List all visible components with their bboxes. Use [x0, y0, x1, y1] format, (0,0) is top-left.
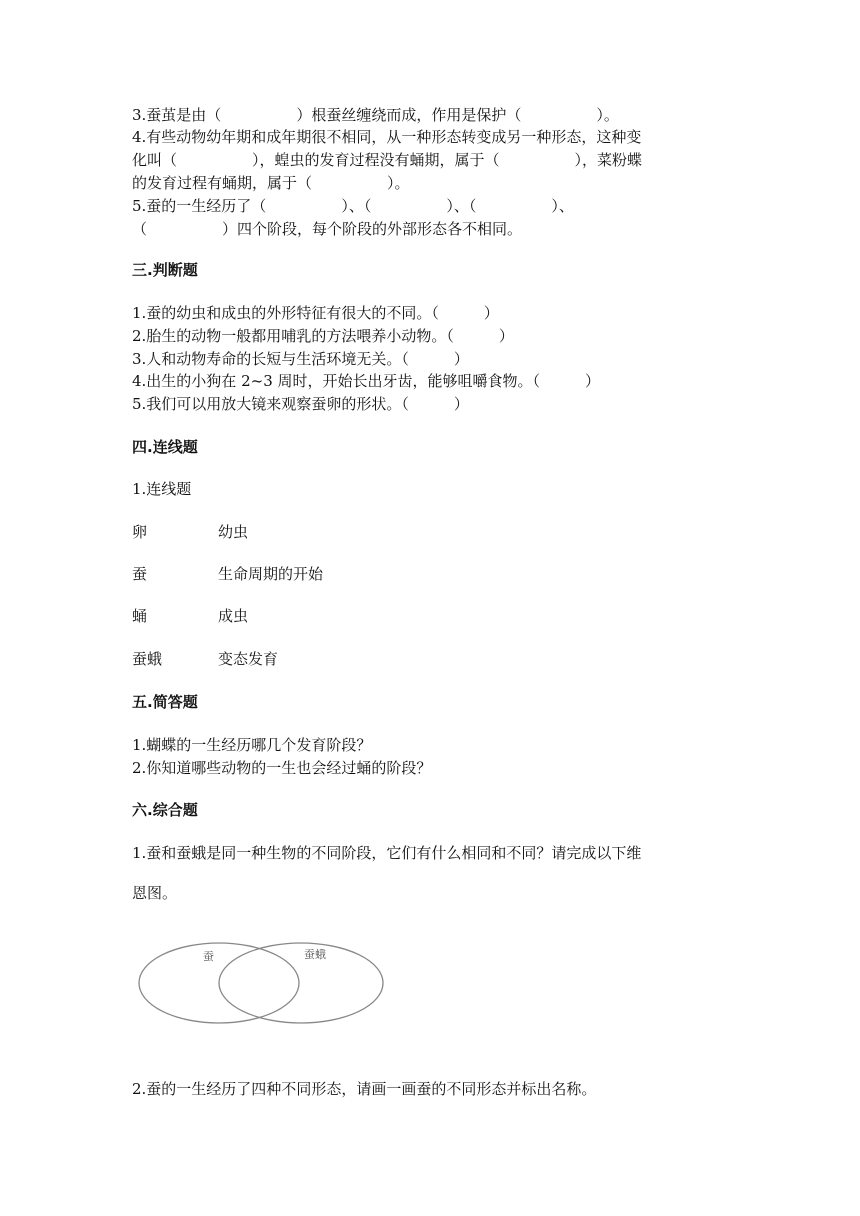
fill-blank-q4-line1: 4.有些动物幼年期和成年期很不相同，从一种形态转变成另一种形态，这种变: [132, 128, 642, 146]
judge-item: 4.出生的小狗在 2~3 周时，开始长出牙齿，能够咀嚼食物。（ ）: [132, 372, 601, 390]
comprehensive-q1-line2: 恩图。: [132, 884, 178, 902]
comprehensive-q2: 2.蚕的一生经历了四种不同形态，请画一画蚕的不同形态并标出名称。: [132, 1080, 597, 1098]
match-section-title: 四.连线题: [132, 438, 198, 456]
venn-right-label: 蚕蛾: [304, 948, 326, 961]
match-left-item[interactable]: 卵: [132, 523, 148, 541]
comprehensive-q1-line1: 1.蚕和蚕蛾是同一种生物的不同阶段，它们有什么相同和不同？请完成以下维: [132, 844, 642, 862]
match-left-item[interactable]: 蚕: [132, 565, 148, 583]
short-answer-section-title: 五.简答题: [132, 693, 198, 711]
fill-blank-q4-line2: 化叫（ ），蝗虫的发育过程没有蛹期，属于（ ），菜粉蝶: [132, 151, 643, 169]
judge-item: 1.蚕的幼虫和成虫的外形特征有很大的不同。（ ）: [132, 304, 499, 322]
judge-item: 3.人和动物寿命的长短与生活环境无关。（ ）: [132, 350, 469, 368]
venn-diagram: [136, 936, 396, 1032]
judge-section-title: 三.判断题: [132, 261, 198, 279]
match-right-item[interactable]: 变态发育: [218, 650, 279, 668]
judge-item: 5.我们可以用放大镜来观察蚕卵的形状。（ ）: [132, 395, 469, 413]
fill-blank-q3: 3.蚕茧是由（ ）根蚕丝缠绕而成，作用是保护（ ）。: [132, 106, 619, 124]
match-right-item[interactable]: 生命周期的开始: [218, 565, 324, 583]
fill-blank-q4-line3: 的发育过程有蛹期，属于（ ）。: [132, 174, 410, 192]
fill-blank-q5-line2: （ ）四个阶段，每个阶段的外部形态各不相同。: [132, 220, 523, 238]
match-right-item[interactable]: 成虫: [218, 607, 249, 625]
short-answer-item: 2.你知道哪些动物的一生也会经过蛹的阶段？: [132, 759, 432, 777]
comprehensive-section-title: 六.综合题: [132, 801, 198, 819]
fill-blank-q5-line1: 5.蚕的一生经历了（ ）、（ ）、（ ）、: [132, 197, 574, 215]
match-prompt: 1.连线题: [132, 480, 192, 498]
match-left-item[interactable]: 蛹: [132, 607, 148, 625]
short-answer-item: 1.蝴蝶的一生经历哪几个发育阶段？: [132, 736, 372, 754]
match-right-item[interactable]: 幼虫: [218, 523, 249, 541]
match-left-item[interactable]: 蚕蛾: [132, 650, 163, 668]
venn-circle-right: [219, 943, 383, 1023]
judge-item: 2.胎生的动物一般都用哺乳的方法喂养小动物。（ ）: [132, 327, 514, 345]
venn-left-label: 蚕: [203, 950, 214, 963]
